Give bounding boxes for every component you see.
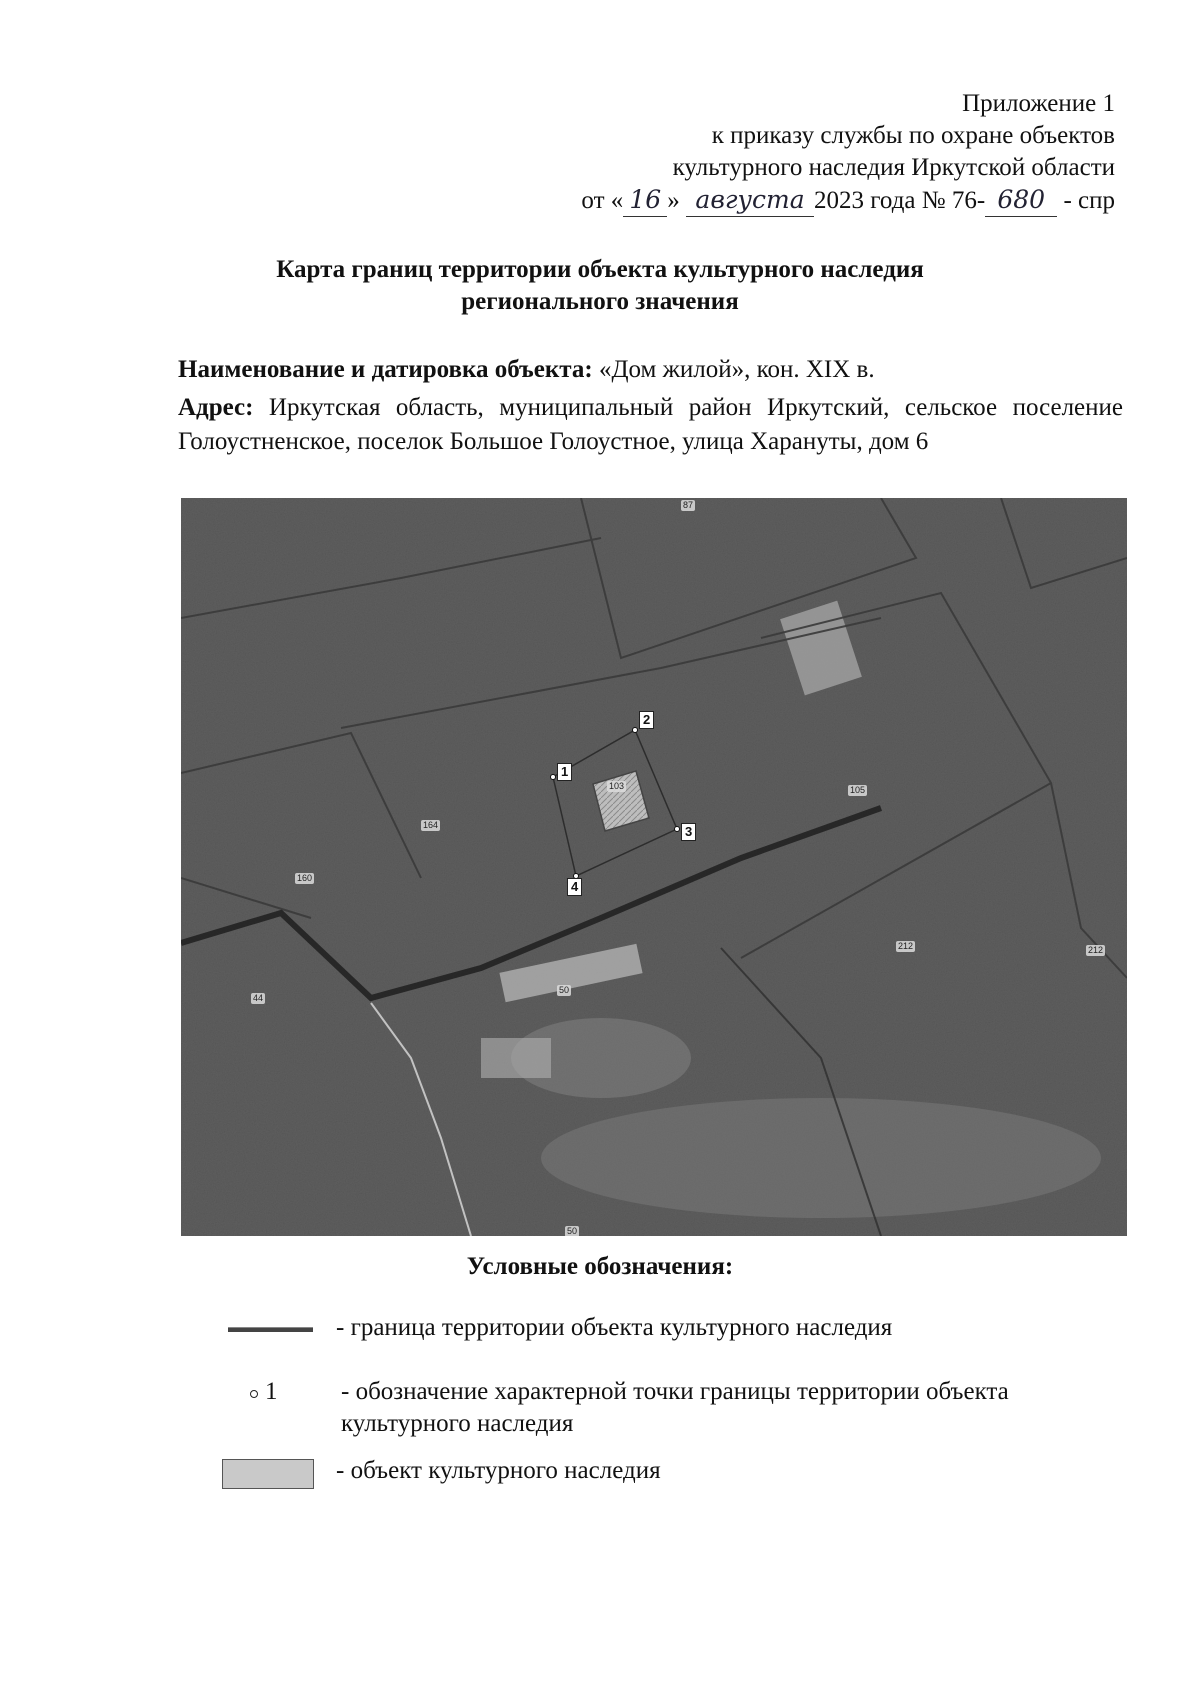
appendix-date-line <box>581 184 1115 217</box>
legend-point-symbol <box>250 1390 258 1398</box>
point-label-1: 1 <box>557 763 572 781</box>
point-label-3: 3 <box>681 823 696 841</box>
object-name-value: «Дом жилой», кон. XIX в. <box>592 356 875 383</box>
legend-point-number: 1 <box>265 1378 278 1405</box>
boundary-point-1 <box>551 775 556 780</box>
order-number: 680 <box>985 184 1057 217</box>
boundary-point-3 <box>675 827 680 832</box>
legend-boundary-label: - граница территории объекта культурного наследия <box>336 1314 893 1341</box>
parcel-label: 212 <box>1088 945 1104 955</box>
date-prefix: от « <box>581 187 624 214</box>
parcel-label: 87 <box>683 500 694 510</box>
parcel-label: 212 <box>898 941 914 951</box>
object-name-label: Наименование и датировка объекта: <box>178 356 593 383</box>
date-day: 16 <box>623 184 667 217</box>
legend-heritage-label: - объект культурного наследия <box>336 1457 661 1484</box>
parcel-label: 50 <box>567 1226 578 1236</box>
date-month: августа <box>686 184 814 217</box>
parcel-label: 103 <box>609 781 625 791</box>
parcel-label: 105 <box>850 785 866 795</box>
legend-point-label: - обозначение характерной точки границы территории объекта культурного наследия <box>341 1378 1009 1437</box>
legend-title: Условные обозначения: <box>466 1253 734 1280</box>
parcel-label: 160 <box>297 873 313 883</box>
map-graphics <box>181 498 1127 1236</box>
appendix-line-1: Приложение 1 <box>962 90 1115 117</box>
cadastral-map <box>181 498 1127 1236</box>
boundary-point-2 <box>633 728 638 733</box>
appendix-header <box>581 88 1115 217</box>
legend-boundary-line-symbol <box>228 1327 313 1332</box>
document-title <box>0 254 1200 318</box>
object-name-line <box>178 356 875 384</box>
parcel-label: 44 <box>253 993 264 1003</box>
order-suffix: - спр <box>1057 187 1115 214</box>
title-line-2: регионального значения <box>461 288 739 315</box>
date-year: 2023 года № 76- <box>814 187 986 214</box>
parcel-label: 50 <box>559 985 570 995</box>
point-label-2: 2 <box>639 711 654 729</box>
legend-heritage-symbol <box>222 1459 314 1489</box>
address-label: Адрес: <box>178 394 254 421</box>
parcel-label: 164 <box>423 820 439 830</box>
title-line-1: Карта границ территории объекта культурного наследия <box>276 256 924 283</box>
appendix-line-3: культурного наследия Иркутской области <box>672 154 1115 181</box>
point-label-4: 4 <box>567 878 582 896</box>
date-mid: » <box>667 187 680 214</box>
address-value: Иркутская область, муниципальный район Иркутский, сельское поселение Голоустненское, поселок Большое Голоустное, улица Харануты, дом 6 <box>178 394 1123 455</box>
appendix-line-2: к приказу службы по охране объектов <box>711 122 1115 149</box>
object-address <box>178 391 1123 459</box>
